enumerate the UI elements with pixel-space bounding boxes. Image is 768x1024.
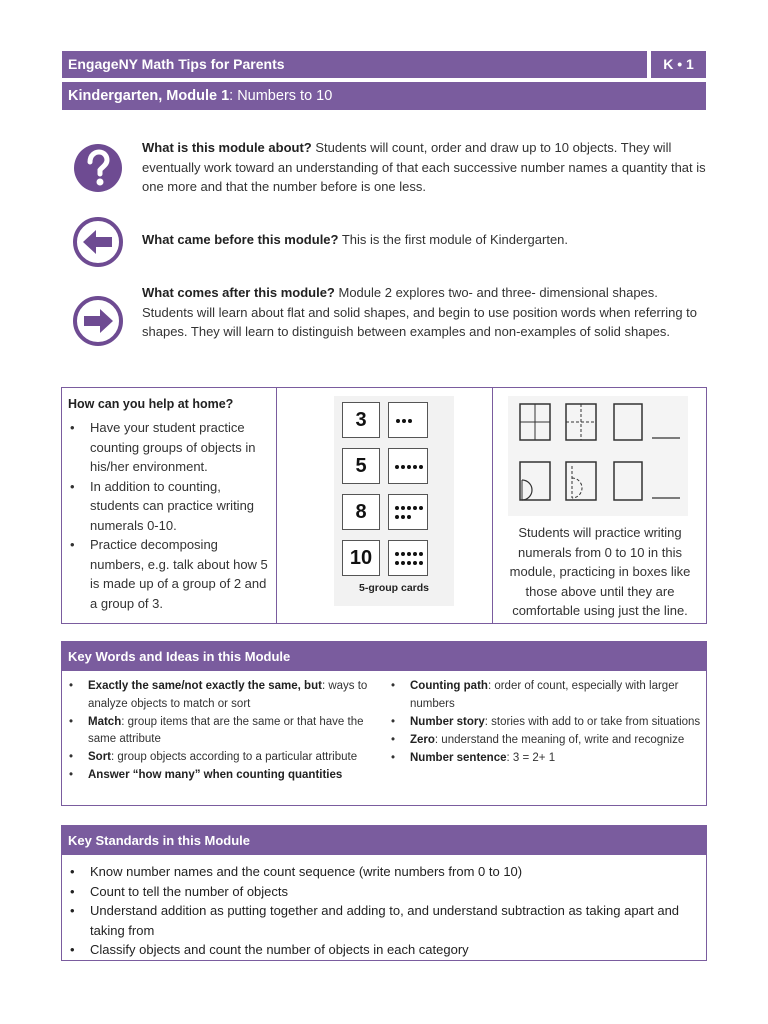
list-item: • Know number names and the count sequence (write numbers from 0 to 10) (68, 862, 700, 882)
key-standards-title: Key Standards in this Module (62, 826, 706, 855)
numeral-practice-column (494, 388, 706, 623)
card-number: 10 (342, 540, 380, 576)
header-title: EngageNY Math Tips for Parents (62, 51, 647, 78)
list-item: • Answer “how many” when counting quantities (66, 767, 384, 785)
question-mark-icon (72, 142, 124, 194)
key-words-title: Key Words and Ideas in this Module (62, 642, 706, 671)
list-item: • In addition to counting, students can practice writing numerals 0-10. (68, 477, 270, 536)
list-item: • Exactly the same/not exactly the same, but: ways to analyze objects to match or sort (66, 678, 384, 713)
list-item: • Counting path: order of count, especially with larger numbers (388, 678, 704, 713)
intro-before-label: What came before this module? (142, 232, 339, 247)
intro-after-label: What comes after this module? (142, 285, 335, 300)
grade-module-badge: K • 1 (651, 51, 706, 78)
list-item: • Understand addition as putting together and adding to, and understand subtraction as taking apart and taking from (68, 901, 700, 940)
intro-about (62, 138, 706, 202)
right-arrow-icon (72, 295, 124, 347)
key-words-left-list (66, 678, 384, 785)
card-number: 8 (342, 494, 380, 530)
key-words-section (61, 641, 707, 806)
list-item: • Number story: stories with add to or take from situations (388, 714, 704, 732)
header-row (62, 51, 706, 78)
card-row (342, 402, 446, 442)
numeral-writing-boxes-image (508, 396, 688, 516)
intro-before-text (142, 230, 707, 250)
card-row (342, 494, 446, 534)
module-topic: : Numbers to 10 (229, 88, 333, 104)
intro-about-label: What is this module about? (142, 140, 312, 155)
card-number: 3 (342, 402, 380, 438)
list-item: • Number sentence: 3 = 2+ 1 (388, 750, 704, 768)
module-subheader (62, 82, 706, 110)
list-item: • Practice decomposing numbers, e.g. talk about how 5 is made up of a group of 2 and a group of 3. (68, 535, 270, 613)
list-item: • Have your student practice counting groups of objects in his/her environment. (68, 418, 270, 477)
five-group-cards-image (334, 396, 454, 606)
dot-card (388, 448, 428, 484)
list-item: • Match: group items that are the same or that have the same attribute (66, 714, 384, 749)
left-arrow-icon (72, 216, 124, 268)
key-words-right-list (388, 678, 704, 768)
cards-caption: 5-group cards (358, 582, 429, 594)
list-item: • Classify objects and count the number of objects in each category (68, 940, 700, 960)
practice-caption: Students will practice writing numerals from 0 to 10 in this module, practicing in boxes like those above until they are comfortable using just the line. (509, 525, 691, 618)
help-tips-column (62, 388, 277, 623)
intro-before-body: This is the first module of Kindergarten. (338, 232, 569, 247)
intro-after-text (142, 283, 707, 342)
intro-after (62, 283, 706, 363)
card-row (342, 540, 446, 580)
help-title: How can you help at home? (68, 397, 234, 411)
list-item: • Zero: understand the meaning of, write and recognize (388, 732, 704, 750)
help-at-home-box (61, 387, 707, 624)
card-row (342, 448, 446, 488)
module-name: Kindergarten, Module 1 (68, 88, 230, 104)
intro-about-body: Students will count, order and draw up to 10 objects. They will eventually work toward an understanding of that each successive number names a quantity that is one more and that the number before is one less. (142, 140, 706, 194)
card-number: 5 (342, 448, 380, 484)
dot-card (388, 402, 428, 438)
key-standards-section (61, 825, 707, 961)
standards-list (62, 855, 706, 960)
list-item: • Sort: group objects according to a particular attribute (66, 749, 384, 767)
dot-card (388, 540, 428, 576)
intro-before (62, 216, 706, 270)
list-item: • Count to tell the number of objects (68, 882, 700, 902)
dot-card (388, 494, 428, 530)
help-list (68, 418, 270, 613)
five-group-cards-column (278, 388, 493, 623)
intro-after-body: Module 2 explores two- and three- dimensional shapes. Students will learn about flat and solid shapes, and begin to use position words when referring to shapes. They will learn to distinguish between examples and non-examples of solid shapes. (142, 285, 698, 339)
intro-about-text (142, 138, 707, 197)
